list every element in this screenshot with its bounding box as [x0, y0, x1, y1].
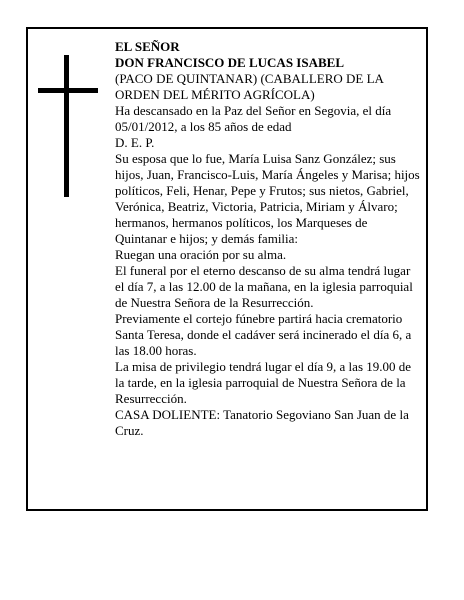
obituary-text — [115, 39, 420, 439]
title-line: EL SEÑOR — [115, 39, 180, 54]
obituary-notice — [26, 27, 428, 511]
rest-statement: Ha descansado en la Paz del Señor en Segovia, el día 05/01/2012, a los 85 años de edad — [115, 103, 392, 134]
prayer-request: Ruegan una oración por su alma. — [115, 247, 287, 262]
deceased-name: DON FRANCISCO DE LUCAS ISABEL — [115, 55, 344, 70]
deceased-nickname-honors: (PACO DE QUINTANAR) (CABALLERO DE LA ORDEN DEL MÉRITO AGRÍCOLA) — [115, 71, 384, 102]
dep-line: D. E. P. — [115, 135, 155, 150]
cross-vertical-bar — [64, 55, 69, 197]
cross-horizontal-bar — [38, 88, 98, 93]
cortege-details: Previamente el cortejo fúnebre partirá hacia crematorio Santa Teresa, donde el cadáver será incinerado el día 6, a las 18.00 horas. — [115, 311, 412, 358]
cross-icon — [38, 55, 98, 197]
mourning-house: CASA DOLIENTE: Tanatorio Segoviano San Juan de la Cruz. — [115, 407, 409, 438]
mass-details: La misa de privilegio tendrá lugar el día 9, a las 19.00 de la tarde, en la iglesia parroquial de Nuestra Señora de la Resurrección. — [115, 359, 412, 406]
family-list: Su esposa que lo fue, María Luisa Sanz González; sus hijos, Juan, Francisco-Luis, María Ángeles y Marisa; hijos políticos, Feli, Henar, Pepe y Frutos; sus nietos, Gabriel, Verónica, Beatriz, Victoria, Patricia, Miriam y Álvaro; hermanos, hermanos políticos, los Marqueses de Quintanar e hijos; y demás familia: — [115, 151, 420, 246]
funeral-details: El funeral por el eterno descanso de su alma tendrá lugar el día 7, a las 12.00 de la mañana, en la iglesia parroquial de Nuestra Señora de la Resurrección. — [115, 263, 413, 310]
